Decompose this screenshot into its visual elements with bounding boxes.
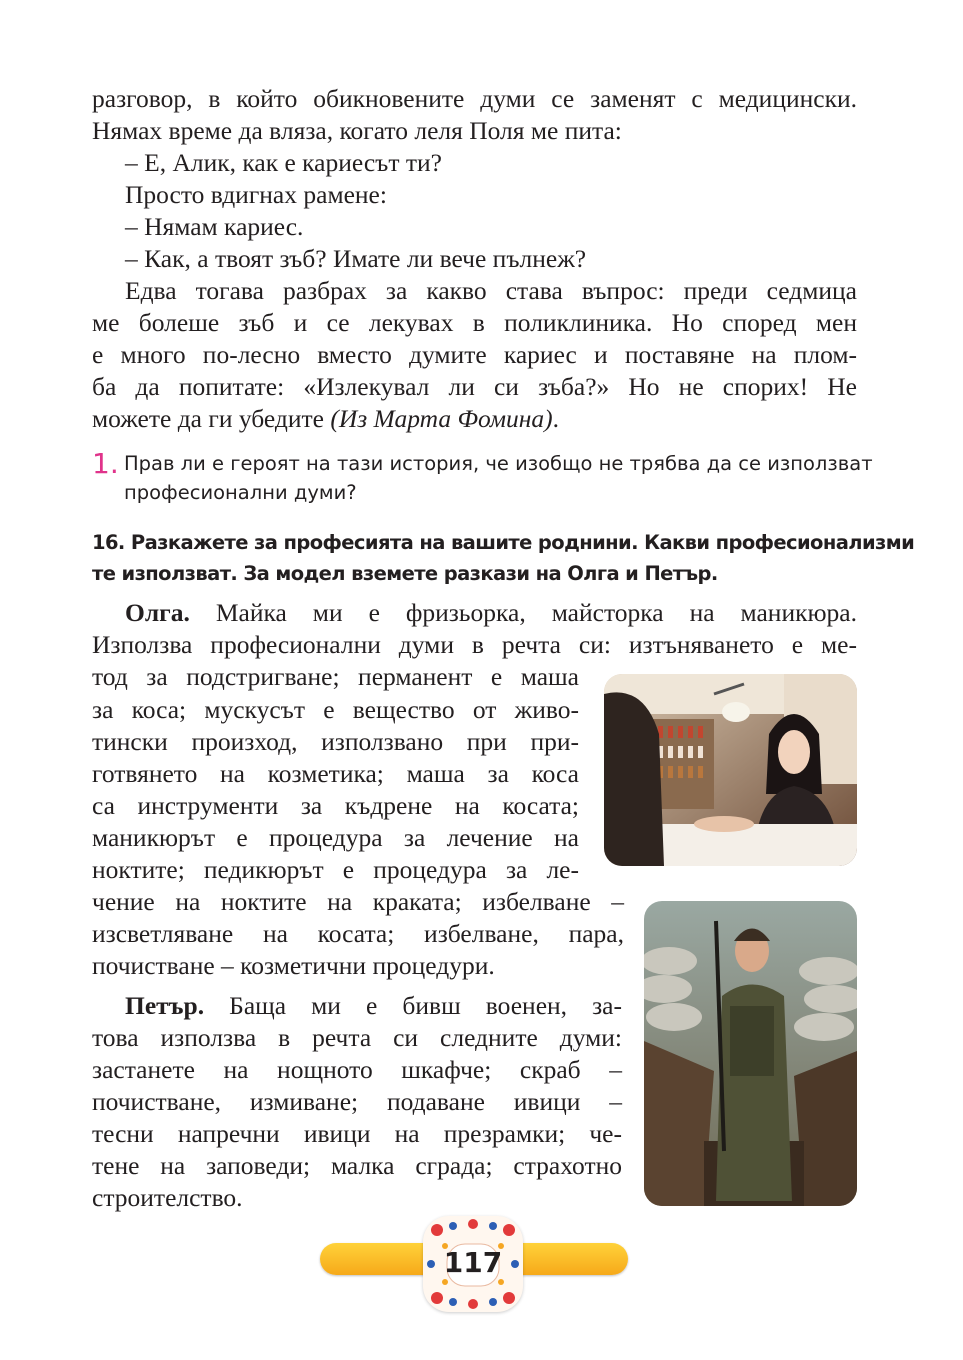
story-line: ме болеше зъб и се лекувах в поликлиника. Но според мен xyxy=(92,308,857,337)
petar-line: това използва в речта си следните думи: xyxy=(92,1023,622,1052)
story-line: ба да попитате: «Излекувал ли си зъба?» Но не спорих! Не xyxy=(92,372,857,401)
olga-line: за коса; мускусът е вещество от живо- xyxy=(92,695,579,724)
story-line: Едва тогава разбрах за какво става въпрос: преди седмица xyxy=(125,276,857,305)
olga-line: готвянето на козметика; маша за коса xyxy=(92,759,579,788)
petar-line: строителство. xyxy=(92,1183,243,1212)
story-period: . xyxy=(552,404,560,433)
olga-line: са инструменти за къдрене на косата; xyxy=(92,791,579,820)
olga-first-line xyxy=(125,597,857,629)
olga-line: чение на ноктите на краката; избелване – xyxy=(92,887,624,916)
petar-first-line xyxy=(125,990,622,1022)
manicure-photo-art xyxy=(604,674,857,866)
olga-line: Използва професионални думи в речта си: изтъняването е ме- xyxy=(92,630,857,659)
story-source: (Из Марта Фомина) xyxy=(330,404,553,433)
manicure-photo xyxy=(604,674,857,866)
question-number: 1. xyxy=(92,447,119,480)
olga-line: тински произход, използвано при при- xyxy=(92,727,579,756)
task-heading-line: те използват. За модел вземете разкази на Олга и Петър. xyxy=(92,562,718,585)
petar-text: Баща ми е бивш военен, за- xyxy=(204,991,622,1020)
footer-bar-left xyxy=(320,1243,440,1275)
story-line: – Нямам кариес. xyxy=(125,212,304,241)
footer-bar-right xyxy=(506,1243,628,1275)
story-line: Просто вдигнах рамене: xyxy=(125,180,387,209)
soldier-photo-art xyxy=(644,901,857,1206)
page-number: 117 xyxy=(443,1246,503,1279)
olga-text: Майка ми е фризьорка, майсторка на маникюра. xyxy=(189,598,857,627)
olga-line: ноктите; педикюрът е процедура за ле- xyxy=(92,855,579,884)
question-line: професионални думи? xyxy=(124,481,357,504)
page-number-badge xyxy=(423,1216,523,1312)
petar-name: Петър. xyxy=(125,991,205,1020)
olga-line: изсветляване на косата; избелване, пара, xyxy=(92,919,624,948)
story-line-text: можете да ги убедите xyxy=(92,404,331,433)
story-line: – Е, Алик, как е кариесът ти? xyxy=(125,148,442,177)
petar-line: застанете на нощното шкафче; скраб – xyxy=(92,1055,622,1084)
story-last-line xyxy=(92,403,559,435)
olga-line: маникюрът е процедура за лечение на xyxy=(92,823,579,852)
olga-line: тод за подстригване; перманент е маша xyxy=(92,662,579,691)
story-line: е много по-лесно вместо думите кариес и поставяне на плом- xyxy=(92,340,857,369)
task-heading-line: 16. Разкажете за професията на вашите роднини. Какви професионализми xyxy=(92,531,915,554)
story-line: – Как, а твоят зъб? Имате ли вече пълнеж? xyxy=(125,244,587,273)
olga-line: почистване – козметични процедури. xyxy=(92,951,495,980)
story-line: разговор, в който обикновените думи се заменят с медицински. xyxy=(92,84,857,113)
petar-line: тене на заповеди; малка сграда; страхотно xyxy=(92,1151,622,1180)
soldier-photo xyxy=(644,901,857,1206)
petar-line: тесни напречни ивици на презрамки; че- xyxy=(92,1119,622,1148)
story-line: Нямах време да вляза, когато леля Поля ме пита: xyxy=(92,116,622,145)
petar-line: почистване, измиване; подаване ивици – xyxy=(92,1087,622,1116)
question-line: Прав ли е героят на тази история, че изобщо не трябва да се използват xyxy=(124,452,873,475)
olga-name: Олга. xyxy=(125,598,190,627)
